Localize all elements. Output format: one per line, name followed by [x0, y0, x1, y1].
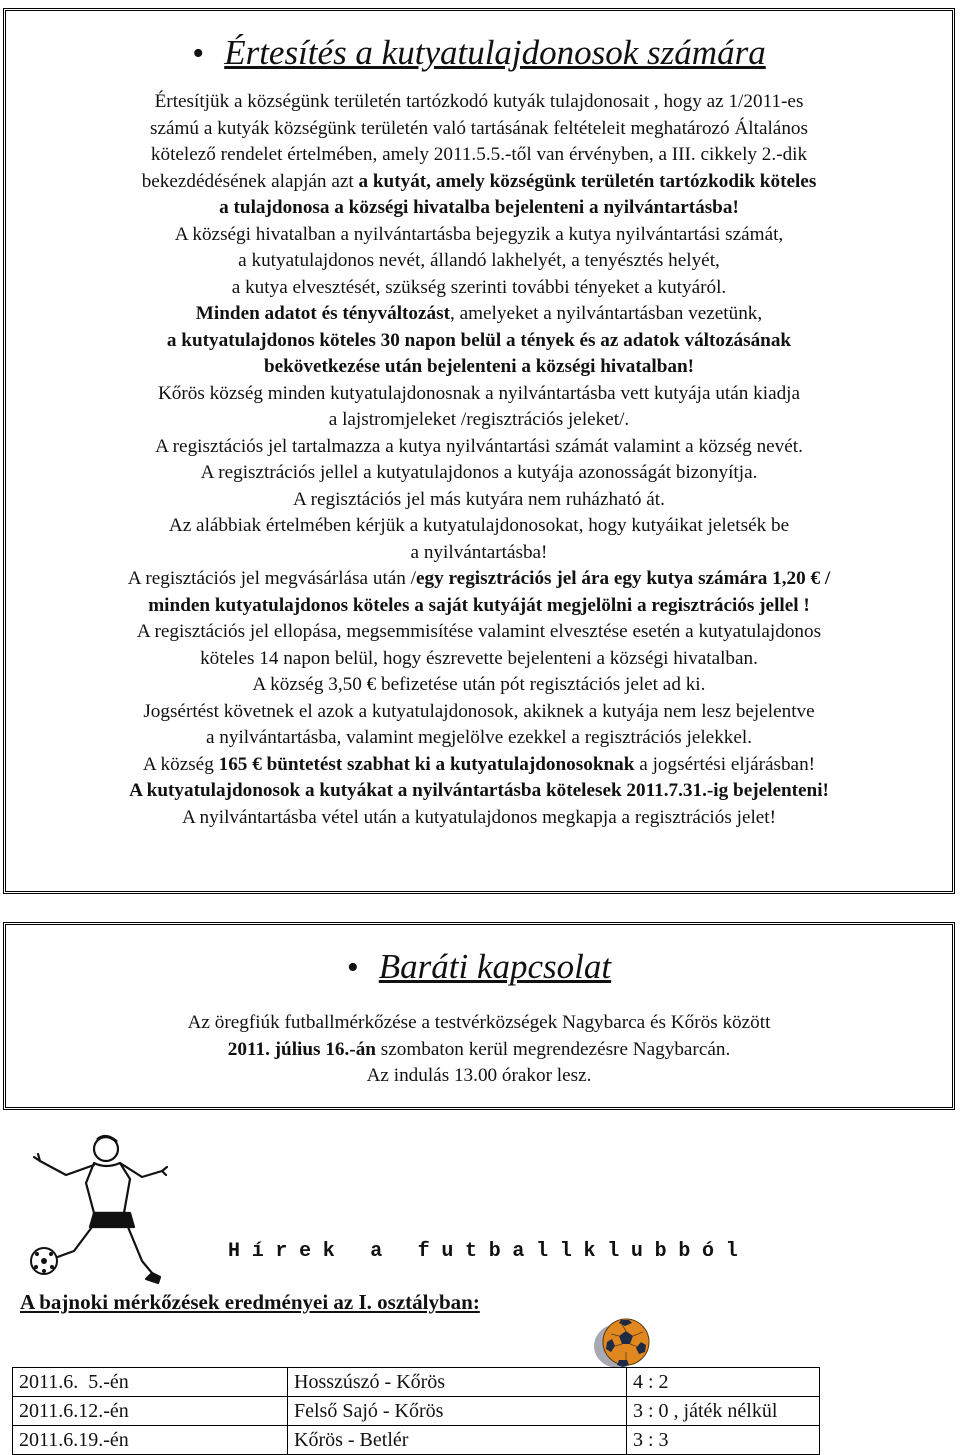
notice-line: [16, 116, 942, 143]
bold-text: a kutyát, amely községünk területén tartózkodik köteles: [358, 170, 817, 192]
notice-line: [16, 619, 942, 646]
notice-line: [16, 195, 942, 222]
match-date: 2011.6. 5.-én: [13, 1368, 288, 1397]
notice-line: [16, 725, 942, 752]
table-row: [13, 1368, 820, 1397]
notice-line: [16, 248, 942, 275]
notice-line: [16, 328, 942, 355]
match-date: 2011.6.12.-én: [13, 1397, 288, 1426]
friendship-heading: [6, 947, 952, 987]
notice-line: [16, 407, 942, 434]
match-score: 3 : 0 , játék nélkül: [627, 1397, 820, 1426]
notice-line: [16, 540, 942, 567]
text-run: A regisztációs jel ellopása, megsemmisítése valamint elvesztése esetén a kutyatulajdonos: [136, 621, 822, 642]
notice-line: [16, 672, 942, 699]
notice-line: [16, 566, 942, 593]
club-news-heading: Hírek a futballklubból: [228, 1240, 750, 1263]
notice-line: [16, 169, 942, 196]
text-run: a nyilvántartásba!: [410, 541, 548, 563]
match-teams: Kőrös - Betlér: [288, 1426, 627, 1455]
text-run: A községi hivatalban a nyilvántartásba bejegyzik a kutya nyilvántartási számát,: [174, 223, 784, 245]
friendship-body: [16, 1010, 942, 1090]
notice-line: [16, 460, 942, 487]
text-run: A regisztációs jel megvásárlása után /: [127, 568, 417, 589]
text-run: A regisztációs jel más kutyára nem ruházható át.: [293, 488, 665, 510]
text-run: kötelező rendelet értelmében, amely 2011.5.5.-től van érvényben, a III. cikkely 2.-dik: [150, 144, 808, 165]
bullet-icon: •: [346, 949, 359, 986]
dog-owner-notice-box: [3, 8, 955, 894]
friendship-title: Baráti kapcsolat: [378, 947, 612, 986]
notice-line: [16, 354, 942, 381]
text-run: , amelyeket a nyilvántartásban vezetünk,: [450, 303, 763, 324]
match-teams: Hosszúszó - Kőrös: [288, 1368, 627, 1397]
text-run: a nyilvántartásba, valamint megjelölve ezekkel a regisztrációs jelekkel.: [205, 727, 753, 748]
text-run: A nyilvántartásba vétel után a kutyatulajdonos megkapja a regisztrációs jelet!: [181, 806, 777, 828]
notice-line: [16, 752, 942, 779]
bold-text: minden kutyatulajdonos köteles a saját kutyáját megjelölni a regisztrációs jellel !: [148, 594, 810, 616]
text-run: A regisztrációs jellel a kutyatulajdonos a kutyája azonosságát bizonyítja.: [200, 462, 758, 483]
text-run: A regisztációs jel tartalmazza a kutya nyilvántartási számát valamint a község nevét.: [155, 435, 803, 457]
notice-line: [16, 381, 942, 408]
notice-line: [16, 434, 942, 461]
text-run: Az indulás 13.00 órakor lesz.: [366, 1065, 592, 1086]
bullet-icon: •: [192, 35, 205, 72]
text-run: a jogsértési eljárásban!: [634, 753, 816, 775]
results-table: [12, 1367, 820, 1455]
bold-text: Minden adatot és tényváltozást: [195, 303, 450, 324]
text-run: a kutya elvesztését, szükség szerinti további tényeket a kutyáról.: [231, 276, 727, 298]
match-score: 3 : 3: [627, 1426, 820, 1455]
match-date: 2011.6.19.-én: [13, 1426, 288, 1455]
friendship-line: [16, 1037, 942, 1064]
table-row: [13, 1397, 820, 1426]
text-run: Az öregfiúk futballmérkőzése a testvérközségek Nagybarca és Kőrös között: [187, 1012, 771, 1033]
notice-line: [16, 487, 942, 514]
notice-line: [16, 513, 942, 540]
text-run: A község: [142, 753, 219, 775]
results-title: A bajnoki mérkőzések eredményei az I. osztályban:: [20, 1290, 480, 1314]
bold-text: a kutyatulajdonos köteles 30 napon belül a tények és az adatok változásának: [166, 329, 792, 351]
text-run: a lajstromjeleket /regisztrációs jeleket/.: [328, 409, 630, 430]
text-run: a kutyatulajdonos nevét, állandó lakhelyét, a tenyésztés helyét,: [238, 250, 720, 271]
bold-text: bekövetkezése után bejelenteni a községi hivatalban!: [263, 356, 695, 377]
notice-line: [16, 222, 942, 249]
match-score: 4 : 2: [627, 1368, 820, 1397]
text-run: Az alábbiak értelmében kérjük a kutyatulajdonosokat, hogy kutyáikat jeletsék be: [168, 515, 790, 536]
friendship-box: [3, 922, 955, 1110]
text-run: Kőrös község minden kutyatulajdonosnak a nyilvántartásba vett kutyája után kiadja: [157, 382, 801, 404]
notice-line: [16, 275, 942, 302]
text-run: A község 3,50 € befizetése után pót regisztációs jelet ad ki.: [252, 674, 706, 695]
notice-title: Értesítés a kutyatulajdonosok számára: [224, 33, 766, 72]
text-run: szombaton kerül megrendezésre Nagybarcán.: [375, 1038, 731, 1060]
bold-text: 2011. július 16.-án: [227, 1038, 376, 1060]
notice-line: [16, 89, 942, 116]
bold-text: a tulajdonosa a községi hivatalba bejelenteni a nyilvántartásba!: [219, 197, 739, 218]
bold-text: A kutyatulajdonosok a kutyákat a nyilvántartásba kötelesek 2011.7.31.-ig bejelenteni!: [129, 780, 829, 801]
notice-heading: [6, 33, 952, 73]
text-run: bekezdédésének alapján azt: [141, 170, 359, 192]
match-teams: Felső Sajó - Kőrös: [288, 1397, 627, 1426]
football-player-icon: [28, 1133, 168, 1288]
table-row: [13, 1426, 820, 1455]
notice-line: [16, 646, 942, 673]
notice-line: [16, 593, 942, 620]
text-run: köteles 14 napon belül, hogy észrevette bejelenteni a községi hivatalban.: [200, 647, 758, 669]
bold-text: egy regisztrációs jel ára egy kutya számára 1,20 € /: [416, 568, 831, 589]
notice-line: [16, 699, 942, 726]
notice-line: [16, 805, 942, 832]
text-run: Értesítjük a községünk területén tartózkodó kutyák tulajdonosait , hogy az 1/2011-es: [154, 91, 804, 112]
text-run: számú a kutyák községünk területén való tartásának feltételeit meghatározó Általános: [150, 117, 808, 139]
friendship-line: [16, 1063, 942, 1090]
bold-text: 165 € büntetést szabhat ki a kutyatulajdonosoknak: [218, 753, 635, 775]
football-icon: [585, 1312, 659, 1372]
text-run: Jogsértést követnek el azok a kutyatulajdonosok, akiknek a kutyája nem lesz bejelentve: [143, 700, 815, 722]
notice-line: [16, 778, 942, 805]
notice-line: [16, 142, 942, 169]
friendship-line: [16, 1010, 942, 1037]
notice-body: [16, 89, 942, 831]
notice-line: [16, 301, 942, 328]
